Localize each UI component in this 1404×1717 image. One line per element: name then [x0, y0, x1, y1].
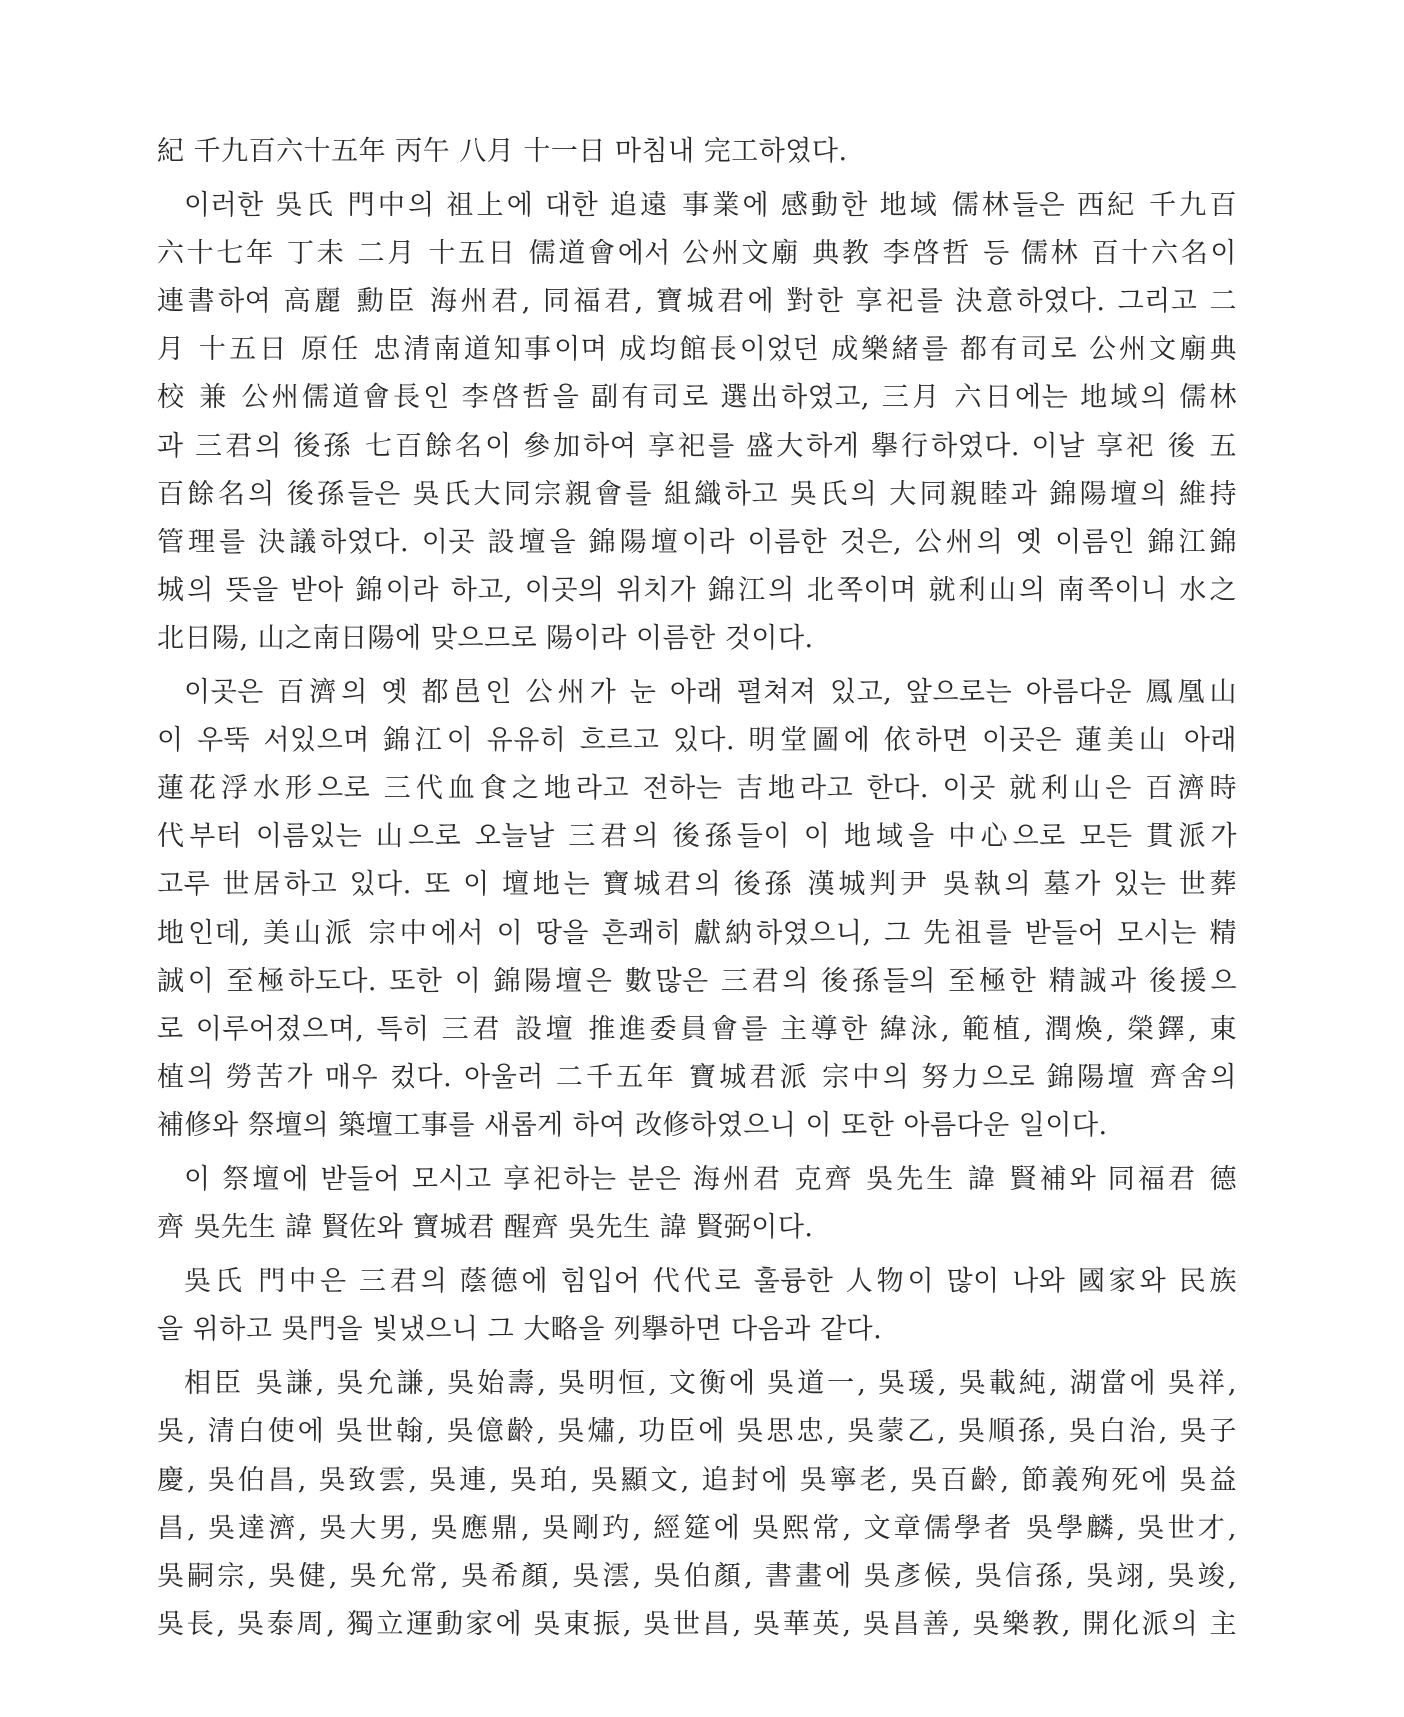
text-line: 이곳은 百濟의 옛 都邑인 公州가 눈 아래 펼쳐져 있고, 앞으로는 아름다운 鳳凰山 [184, 677, 1237, 709]
document-body [157, 128, 1237, 1649]
text-line: 이러한 吳氏 門中의 祖上에 대한 追遠 事業에 感動한 地域 儒林들은 西紀 千九百 [184, 190, 1237, 222]
text-line: 吳, 清白使에 吳世翰, 吳億齡, 吳熽, 功臣에 吳思忠, 吳蒙乙, 吳順孫, 吳白治, 吳子 [157, 1416, 1237, 1448]
text-line: 植의 勞苦가 매우 컸다. 아울러 二千五年 寶城君派 宗中의 努力으로 錦陽壇 齊舍의 [157, 1061, 1237, 1093]
text-line: 校 兼 公州儒道會長인 李啓哲을 副有司로 選出하였고, 三月 六日에는 地域의 儒林 [157, 382, 1237, 414]
text-line: 六十七年 丁未 二月 十五日 儒道會에서 公州文廟 典教 李啓哲 등 儒林 百十六名이 [157, 238, 1237, 270]
text-line: 相臣 吳謙, 吳允謙, 吳始壽, 吳明恒, 文衡에 吳道一, 吳瑗, 吳載純, 湖當에 吳祥, [184, 1368, 1237, 1400]
text-line: 補修와 祭壇의 築壇工事를 새롭게 하여 改修하였으니 이 또한 아름다운 일이다. [157, 1109, 1108, 1141]
text-line: 誠이 至極하도다. 또한 이 錦陽壇은 數많은 三君의 後孫들의 至極한 精誠과 後援으 [157, 965, 1237, 997]
paragraph [157, 1156, 1237, 1252]
text-line: 齊 吳先生 諱 賢佐와 寶城君 醒齊 吳先生 諱 賢弼이다. [157, 1212, 814, 1244]
text-line: 慶, 吳伯昌, 吳致雲, 吳連, 吳珀, 吳顯文, 追封에 吳寧老, 吳百齡, 節義殉死에 吳益 [157, 1464, 1237, 1496]
text-line: 北日陽, 山之南日陽에 맞으므로 陽이라 이름한 것이다. [157, 622, 814, 654]
text-line: 管理를 決議하였다. 이곳 設壇을 錦陽壇이라 이름한 것은, 公州의 옛 이름인 錦江錦 [157, 526, 1237, 558]
text-line: 城의 뜻을 받아 錦이라 하고, 이곳의 위치가 錦江의 北쪽이며 就利山의 南쪽이니 水之 [157, 574, 1237, 606]
paragraph [157, 128, 1237, 176]
text-line: 代부터 이름있는 山으로 오늘날 三君의 後孫들이 이 地域을 中心으로 모든 貫派가 [157, 821, 1237, 853]
text-line: 地인데, 美山派 宗中에서 이 땅을 흔쾌히 獻納하였으니, 그 先祖를 받들어 모시는 精 [157, 917, 1237, 949]
paragraph [157, 182, 1237, 663]
text-line: 로 이루어졌으며, 특히 三君 設壇 推進委員會를 主導한 緯泳, 範植, 潤煥, 榮鐸, 東 [157, 1013, 1237, 1045]
text-line: 이 祭壇에 받들어 모시고 享祀하는 분은 海州君 克齊 吳先生 諱 賢補와 同福君 德 [184, 1163, 1237, 1195]
text-line: 吳長, 吳泰周, 獨立運動家에 吳東振, 吳世昌, 吳華英, 吳昌善, 吳樂教, 開化派의 主 [157, 1608, 1237, 1640]
text-line: 昌, 吳達濟, 吳大男, 吳應鼎, 吳剛玓, 經筵에 吳熙常, 文章儒學者 吳學麟, 吳世才, [157, 1512, 1237, 1544]
text-line: 紀 千九百六十五年 丙午 八月 十一日 마침내 完工하였다. [157, 136, 848, 167]
paragraph [157, 1258, 1237, 1354]
text-line: 百餘名의 後孫들은 吳氏大同宗親會를 組織하고 吳氏의 大同親睦과 錦陽壇의 維持 [157, 478, 1237, 510]
text-line: 吳氏 門中은 三君의 蔭德에 힘입어 代代로 훌륭한 人物이 많이 나와 國家와 民族 [184, 1266, 1237, 1298]
paragraph [157, 669, 1237, 1150]
text-line: 蓮花浮水形으로 三代血食之地라고 전하는 吉地라고 한다. 이곳 就利山은 百濟時 [157, 773, 1237, 805]
paragraph [157, 1360, 1237, 1649]
text-line: 月 十五日 原任 忠清南道知事이며 成均館長이었던 成樂緒를 都有司로 公州文廟典 [157, 334, 1237, 366]
text-line: 連書하여 高麗 勳臣 海州君, 同福君, 寶城君에 對한 享祀를 決意하였다. 그리고 二 [157, 286, 1237, 318]
text-line: 이 우뚝 서있으며 錦江이 유유히 흐르고 있다. 明堂圖에 依하면 이곳은 蓮美山 아래 [157, 725, 1237, 757]
text-line: 고루 世居하고 있다. 또 이 壇地는 寶城君의 後孫 漢城判尹 吳執의 墓가 있는 世葬 [157, 869, 1237, 901]
text-line: 을 위하고 吳門을 빛냈으니 그 大略을 列擧하면 다음과 같다. [157, 1314, 883, 1346]
text-line: 과 三君의 後孫 七百餘名이 參加하여 享祀를 盛大하게 擧行하였다. 이날 享祀 後 五 [157, 430, 1237, 462]
text-line: 吳嗣宗, 吳健, 吳允常, 吳希顏, 吳澐, 吳伯顏, 書畫에 吳彥候, 吳信孫, 吳翊, 吳竣, [157, 1560, 1237, 1592]
